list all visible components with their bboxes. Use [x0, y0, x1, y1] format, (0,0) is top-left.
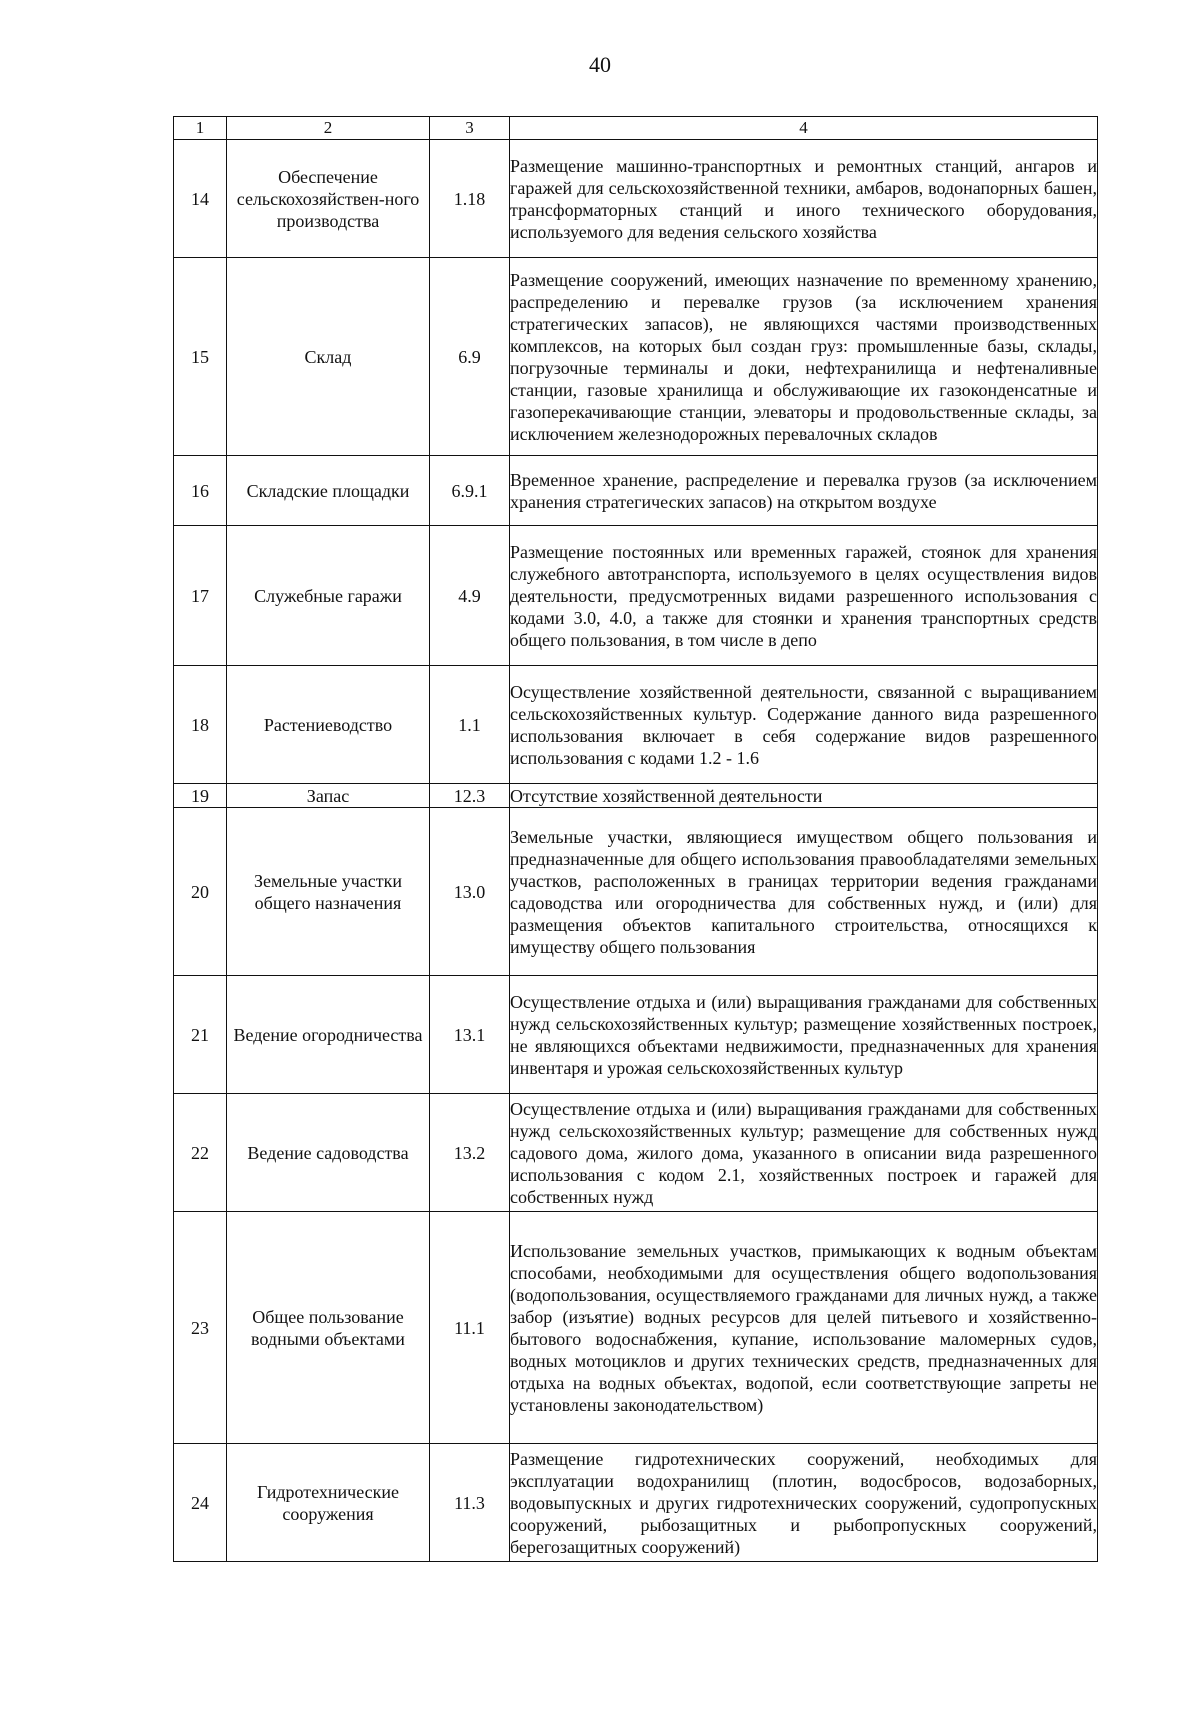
land-use-description: Осуществление хозяйственной деятельности, связанной с выращиванием сельскохозяйственных культур. Содержание данного вида разрешенного использования включает в себя содержание видов разрешенного использования с кодами 1.2 - 1.6: [510, 666, 1098, 784]
row-number: 20: [174, 808, 227, 976]
land-use-name: Складские площадки: [227, 456, 430, 526]
row-number: 21: [174, 976, 227, 1094]
table-row: [174, 784, 1098, 808]
table-row: [174, 1094, 1098, 1212]
land-use-description: Осуществление отдыха и (или) выращивания гражданами для собственных нужд сельскохозяйственных культур; размещение хозяйственных построек, не являющихся объектами недвижимости, предназначенных для хранения инвентаря и урожая сельскохозяйственных культур: [510, 976, 1098, 1094]
land-use-description: Осуществление отдыха и (или) выращивания гражданами для собственных нужд сельскохозяйственных культур; размещение для собственных нужд садового дома, жилого дома, указанного в описании вида разрешенного использования с кодом 2.1, хозяйственных построек и гаражей для собственных нужд: [510, 1094, 1098, 1212]
land-use-code: 6.9.1: [430, 456, 510, 526]
row-number: 15: [174, 258, 227, 456]
header-cell: 1: [174, 117, 227, 140]
land-use-table: [173, 116, 1098, 1562]
land-use-name: Служебные гаражи: [227, 526, 430, 666]
land-use-description: Размещение гидротехнических сооружений, необходимых для эксплуатации водохранилищ (плотин, водосбросов, водозаборных, водовыпускных и других гидротехнических сооружений, судопропускных сооружений, рыбозащитных и рыбопропускных сооружений, берегозащитных сооружений): [510, 1444, 1098, 1562]
land-use-name: Гидротехнические сооружения: [227, 1444, 430, 1562]
land-use-code: 13.0: [430, 808, 510, 976]
row-number: 17: [174, 526, 227, 666]
land-use-code: 12.3: [430, 784, 510, 808]
table-header-row: [174, 117, 1098, 140]
row-number: 19: [174, 784, 227, 808]
table-row: [174, 526, 1098, 666]
land-use-description: Размещение машинно-транспортных и ремонтных станций, ангаров и гаражей для сельскохозяйственной техники, амбаров, водонапорных башен, трансформаторных станций и иного технического оборудования, используемого для ведения сельского хозяйства: [510, 140, 1098, 258]
table-row: [174, 258, 1098, 456]
land-use-description: Размещение сооружений, имеющих назначение по временному хранению, распределению и перевалке грузов (за исключением хранения стратегических запасов), не являющихся частями производственных комплексов, на которых был создан груз: промышленные базы, склады, погрузочные терминалы и доки, нефтехранилища и нефтеналивные станции, газовые хранилища и обслуживающие их газоконденсатные и газоперекачивающие станции, элеваторы и продовольственные склады, за исключением железнодорожных перевалочных складов: [510, 258, 1098, 456]
land-use-description: Земельные участки, являющиеся имуществом общего пользования и предназначенные для общего использования правообладателями земельных участков, расположенных в границах территории ведения гражданами садоводства или огородничества для собственных нужд, и (или) для размещения объектов капитального строительства, относящихся к имуществу общего пользования: [510, 808, 1098, 976]
page-number: 40: [589, 52, 611, 77]
land-use-description: Размещение постоянных или временных гаражей, стоянок для хранения служебного автотранспорта, используемого в целях осуществления видов деятельности, предусмотренных видами разрешенного использования с кодами 3.0, 4.0, а также для стоянки и хранения транспортных средств общего пользования, в том числе в депо: [510, 526, 1098, 666]
land-use-code: 1.18: [430, 140, 510, 258]
row-number: 14: [174, 140, 227, 258]
table-row: [174, 976, 1098, 1094]
land-use-name: Склад: [227, 258, 430, 456]
land-use-code: 11.3: [430, 1444, 510, 1562]
land-use-name: Земельные участки общего назначения: [227, 808, 430, 976]
header-cell: 3: [430, 117, 510, 140]
land-use-code: 6.9: [430, 258, 510, 456]
land-use-code: 13.2: [430, 1094, 510, 1212]
row-number: 23: [174, 1212, 227, 1444]
table-row: [174, 808, 1098, 976]
table-row: [174, 666, 1098, 784]
table-row: [174, 140, 1098, 258]
table-row: [174, 1212, 1098, 1444]
row-number: 16: [174, 456, 227, 526]
header-cell: 4: [510, 117, 1098, 140]
land-use-name: Ведение огородничества: [227, 976, 430, 1094]
row-number: 24: [174, 1444, 227, 1562]
row-number: 18: [174, 666, 227, 784]
row-number: 22: [174, 1094, 227, 1212]
header-cell: 2: [227, 117, 430, 140]
land-use-description: Временное хранение, распределение и перевалка грузов (за исключением хранения стратегических запасов) на открытом воздухе: [510, 456, 1098, 526]
land-use-description: Использование земельных участков, примыкающих к водным объектам способами, необходимыми для осуществления общего водопользования (водопользования, осуществляемого гражданами для личных нужд, а также забор (изъятие) водных ресурсов для целей питьевого и хозяйственно-бытового водоснабжения, купание, использование маломерных судов, водных мотоциклов и других технических средств, предназначенных для отдыха на водных объектах, водопой, если соответствующие запреты не установлены законодательством): [510, 1212, 1098, 1444]
land-use-name: Ведение садоводства: [227, 1094, 430, 1212]
land-use-name: Общее пользование водными объектами: [227, 1212, 430, 1444]
table-row: [174, 1444, 1098, 1562]
land-use-code: 4.9: [430, 526, 510, 666]
land-use-name: Запас: [227, 784, 430, 808]
land-use-description: Отсутствие хозяйственной деятельности: [510, 784, 1098, 808]
land-use-code: 11.1: [430, 1212, 510, 1444]
land-use-code: 1.1: [430, 666, 510, 784]
table-row: [174, 456, 1098, 526]
land-use-code: 13.1: [430, 976, 510, 1094]
land-use-name: Растениеводство: [227, 666, 430, 784]
land-use-name: Обеспечение сельскохозяйствен-ного производства: [227, 140, 430, 258]
